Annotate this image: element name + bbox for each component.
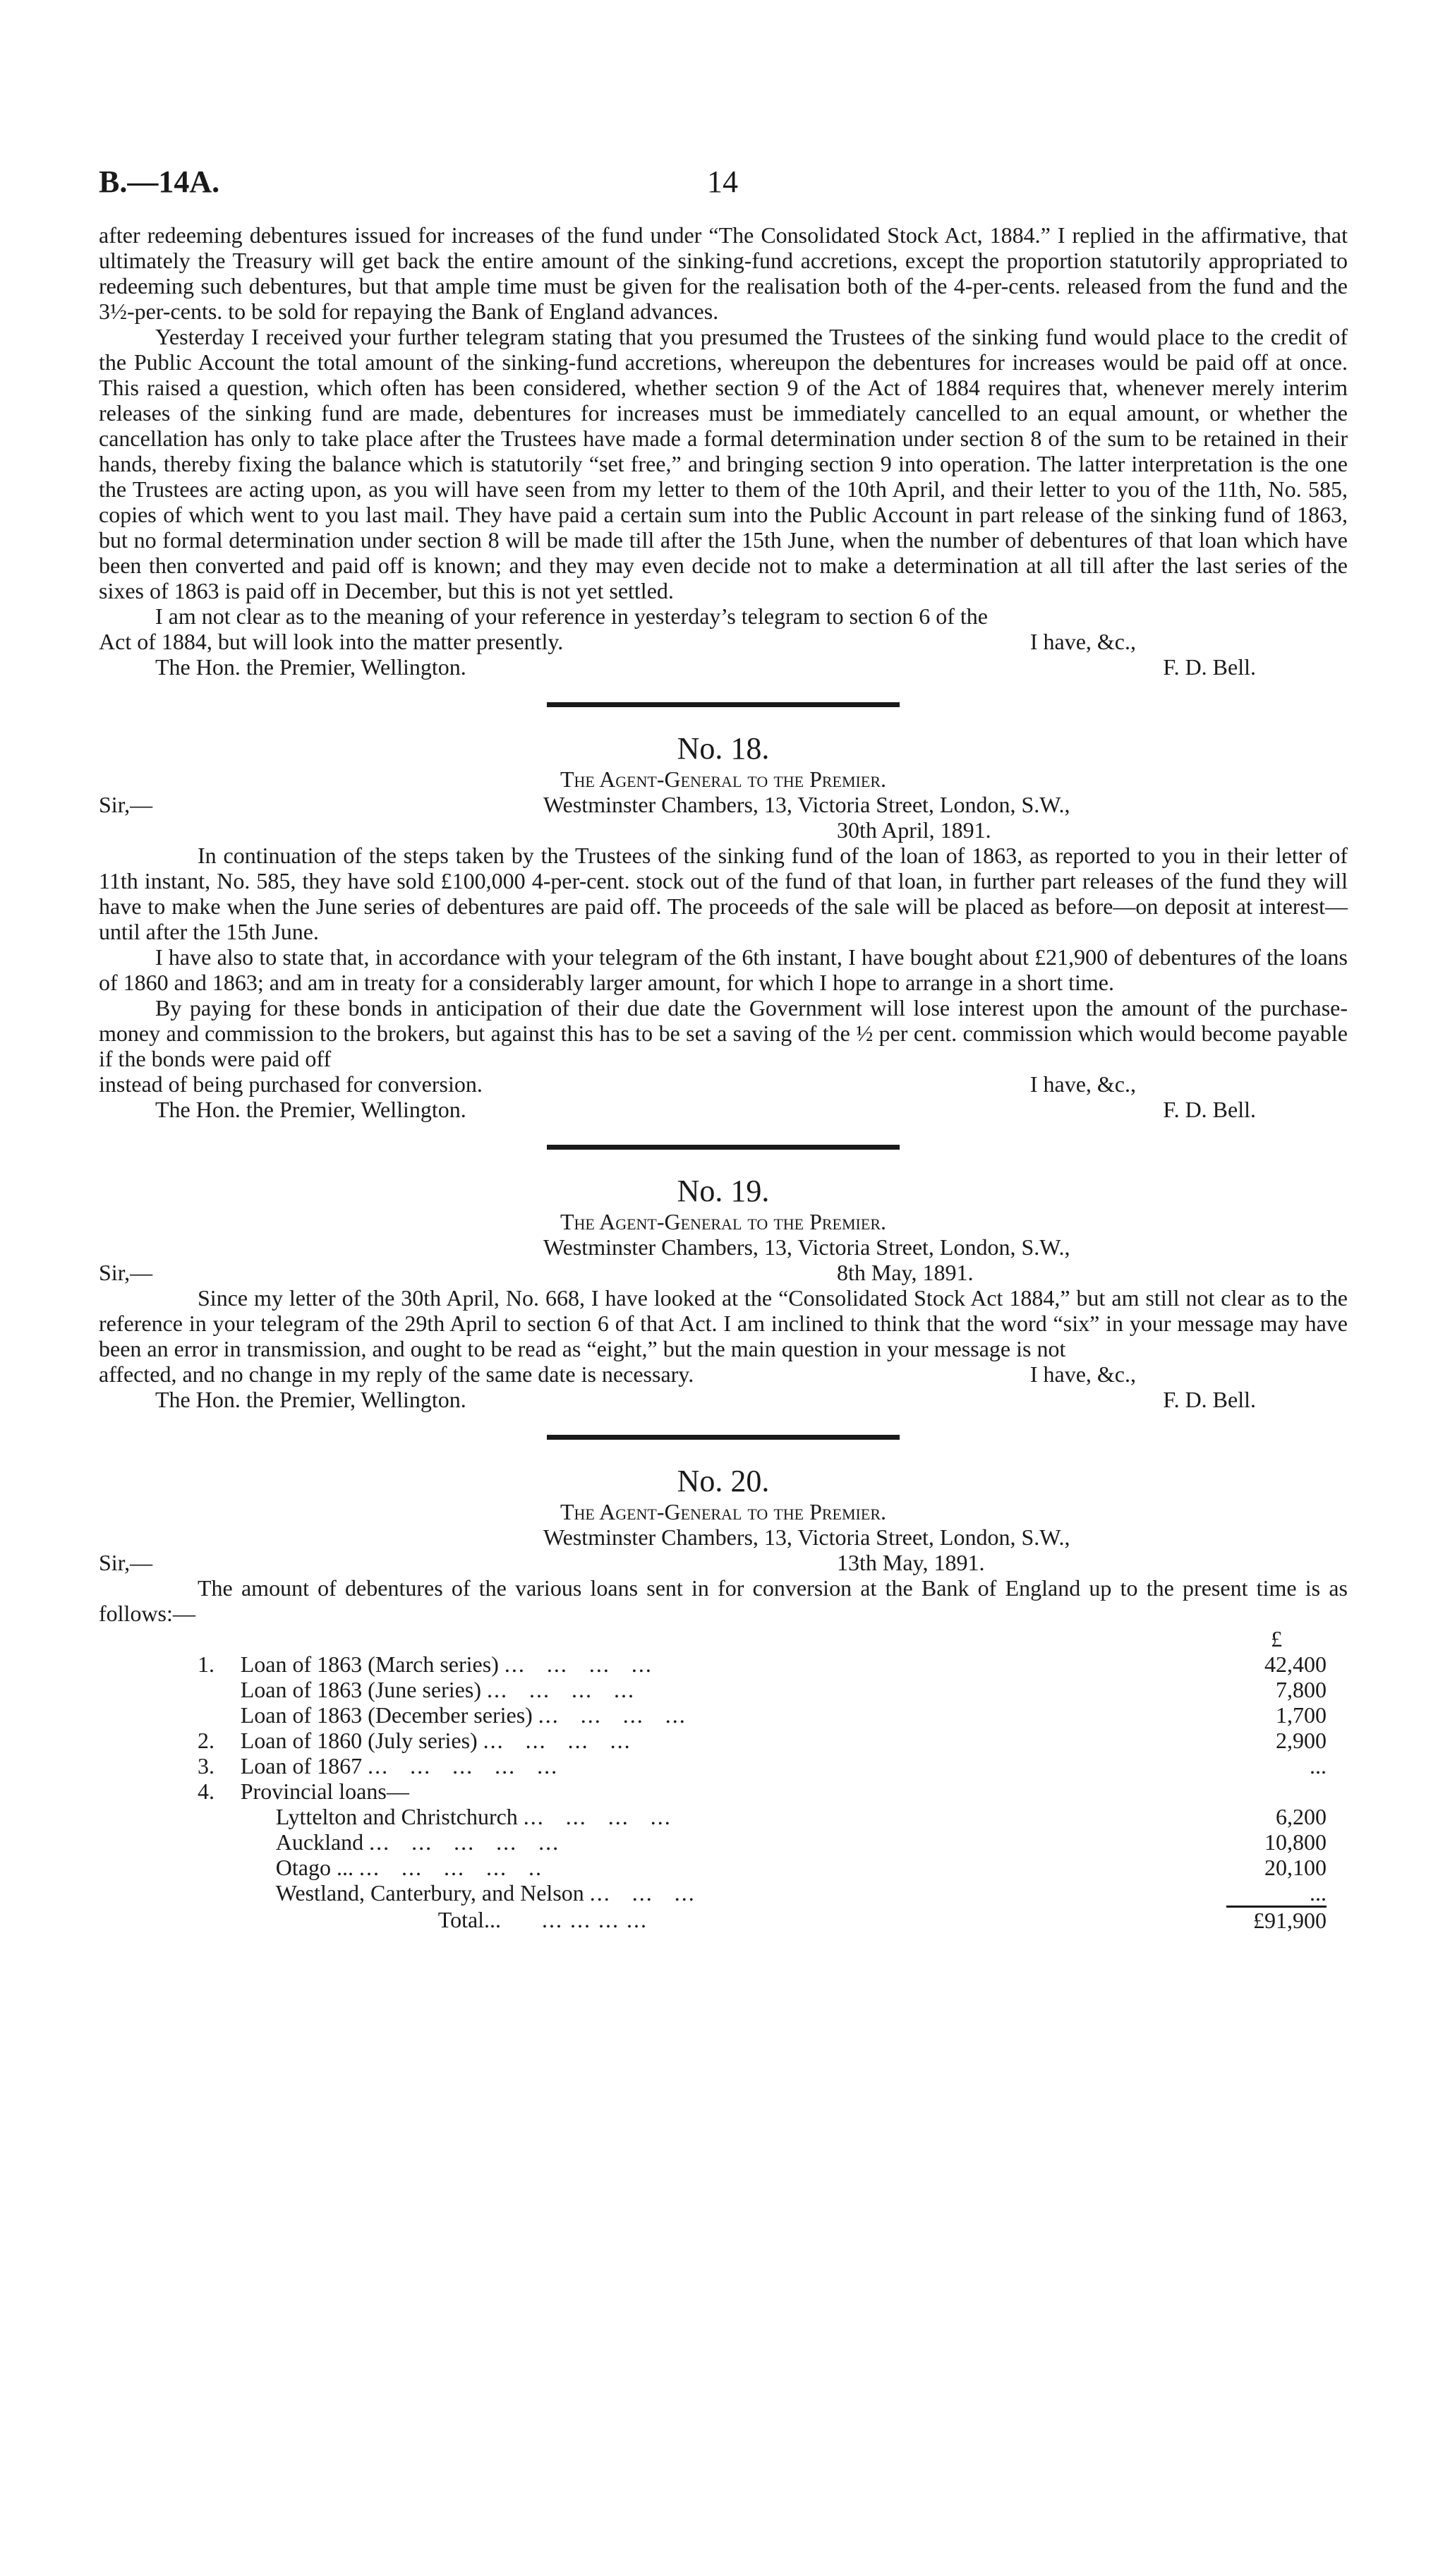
closing-phrase: I have, &c., xyxy=(1029,1071,1136,1097)
currency-symbol: £ xyxy=(1271,1626,1283,1651)
leader-dots: ... ... ... ... ... xyxy=(369,1829,560,1855)
currency-row xyxy=(198,1626,1327,1651)
page-number: 14 xyxy=(707,164,738,199)
loan-label: Loan of 1867 xyxy=(240,1753,363,1778)
loan-label: Loan of 1863 (June series) xyxy=(240,1677,481,1702)
signature-line xyxy=(99,1387,1348,1412)
date-line xyxy=(99,1550,1348,1575)
item-number xyxy=(198,1880,241,1907)
page-content xyxy=(99,222,1348,1933)
page-header xyxy=(99,164,1348,206)
loan-amount: 10,800 xyxy=(1264,1829,1327,1855)
loan-amount: 7,800 xyxy=(1276,1677,1327,1702)
leader-dots: ... ... ... ... .. xyxy=(358,1855,543,1880)
item-number: 2. xyxy=(198,1728,215,1753)
closing-phrase: I have, &c., xyxy=(1029,1361,1136,1387)
paragraph: Yesterday I received your further telegram stating that you presumed the Trustees of the sinking fund would place to the credit of the Public Account the total amount of the sinking-fund accretions, whereupon the debentures for increases would be paid off at once. This raised a question, which often has been considered, whether section 9 of the Act of 1884 requires that, whenever merely interim releases of the sinking fund are made, debentures for increases must be immediately cancelled to an equal amount, or whether the cancellation has only to take place after the Trustees have made a formal determination under section 8 of the sum to be retained in their hands, thereby fixing the balance which is statutorily “set free,” and bringing section 9 into operation. The latter interpretation is the one the Trustees are acting upon, as you will have seen from my letter to them of the 10th April, and their letter to you of the 11th, No. 585, copies of which went to you last mail. They have paid a certain sum into the Public Account in part release of the sinking fund of 1863, but no formal determination under section 8 will be made till after the 15th June, when the number of debentures of that loan which have been then converted and paid off is known; and they may even decide not to make a determination at all till after the last series of the sixes of 1863 is paid off in December, but this is not yet settled. xyxy=(99,324,1348,603)
loan-amount: 20,100 xyxy=(1264,1855,1327,1880)
addressee: The Hon. the Premier, Wellington. xyxy=(155,654,466,680)
item-number xyxy=(198,1855,241,1880)
table-row xyxy=(198,1829,1327,1855)
leader-dots: ... ... ... ... xyxy=(486,1677,635,1702)
item-number xyxy=(198,1677,241,1702)
loan-amount xyxy=(1226,1778,1327,1804)
sender-address: Westminster Chambers, 13, Victoria Street, London, S.W., xyxy=(543,1524,1070,1550)
loan-label: Loan of 1860 (July series) xyxy=(240,1728,478,1753)
loans-table xyxy=(198,1626,1327,1933)
loan-amount: 2,900 xyxy=(1276,1728,1327,1753)
loan-label: Westland, Canterbury, and Nelson xyxy=(275,1880,584,1906)
date-line xyxy=(99,1260,1348,1285)
item-number: 1. xyxy=(198,1651,215,1677)
closing-line xyxy=(99,629,1348,654)
leader-dots: ... ... ... ... xyxy=(538,1702,687,1728)
salutation: Sir,— xyxy=(99,792,153,817)
letter-18 xyxy=(99,731,1348,1122)
letter-17-continued xyxy=(99,222,1348,680)
leader-dots: ... ... ... ... xyxy=(523,1804,672,1829)
loan-amount: 42,400 xyxy=(1264,1651,1327,1677)
closing-line xyxy=(99,1361,1348,1387)
addressee: The Hon. the Premier, Wellington. xyxy=(155,1097,466,1122)
signature: F. D. Bell. xyxy=(1163,1387,1256,1412)
paragraph: By paying for these bonds in anticipation of their due date the Government will lose interest upon the amount of the purchase-money and commission to the brokers, but against this has to be set a saving of the ½ per cent. commission which would become payable if the bonds were paid off xyxy=(99,995,1348,1071)
addressee: The Hon. the Premier, Wellington. xyxy=(155,1387,466,1412)
table-row xyxy=(198,1728,1327,1753)
document-reference: B.—14A. xyxy=(99,164,220,199)
item-number: 3. xyxy=(198,1753,215,1778)
leader-dots: ... ... ... ... ... xyxy=(368,1753,559,1778)
table-row xyxy=(198,1651,1327,1677)
loan-label: Provincial loans— xyxy=(240,1778,409,1804)
signature: F. D. Bell. xyxy=(1163,1097,1256,1122)
paragraph: I have also to state that, in accordance with your telegram of the 6th instant, I have bought about £21,900 of debentures of the loans of 1860 and 1863; and am in treaty for a considerably larger amount, for which I hope to arrange in a short time. xyxy=(99,944,1348,995)
total-amount: £91,900 xyxy=(1226,1907,1327,1934)
leader-dots: ... ... ... xyxy=(589,1880,696,1906)
letter-number: No. 18. xyxy=(677,731,770,766)
section-divider xyxy=(547,1435,900,1440)
letter-number: No. 19. xyxy=(677,1174,770,1208)
table-row xyxy=(198,1880,1327,1907)
paragraph-end: instead of being purchased for conversion. xyxy=(99,1071,483,1097)
loan-amount: 1,700 xyxy=(1276,1702,1327,1728)
letter-from-to: The Agent-General to the Premier. xyxy=(560,1499,886,1524)
table-row xyxy=(198,1778,1327,1804)
letter-19 xyxy=(99,1174,1348,1412)
letter-date: 30th April, 1891. xyxy=(837,817,991,843)
salutation: Sir,— xyxy=(99,1260,153,1285)
signature-line xyxy=(99,1097,1348,1122)
item-number: 4. xyxy=(198,1778,215,1804)
paragraph: I am not clear as to the meaning of your reference in yesterday’s telegram to section 6 of the xyxy=(155,603,988,629)
table-row xyxy=(198,1702,1327,1728)
section-divider xyxy=(547,1145,900,1150)
letter-20 xyxy=(99,1464,1348,1933)
signature-line xyxy=(99,654,1348,680)
table-row xyxy=(198,1677,1327,1702)
loan-label: Lyttelton and Christchurch xyxy=(275,1804,518,1829)
section-divider xyxy=(547,702,900,707)
item-number xyxy=(198,1829,241,1855)
total-label: Total... xyxy=(437,1906,502,1932)
leader-dots: ... ... ... ... xyxy=(542,1906,648,1932)
address-line xyxy=(99,792,1348,817)
paragraph: after redeeming debentures issued for increases of the fund under “The Consolidated Stock Act, 1884.” I replied in the affirmative, that ultimately the Treasury will get back the entire amount of the sinking-fund accretions, except the proportion statutorily appropriated to redeeming such debentures, but that ample time must be given for the realisation both of the 4-per-cents. released from the fund and the 3½-per-cents. to be sold for repaying the Bank of England advances. xyxy=(99,222,1348,324)
loan-amount: ... xyxy=(1310,1880,1327,1906)
table-row xyxy=(198,1753,1327,1778)
loan-label: Loan of 1863 (March series) xyxy=(240,1651,499,1677)
loan-amount: ... xyxy=(1310,1753,1327,1778)
loan-label: Loan of 1863 (December series) xyxy=(240,1702,533,1728)
total-row xyxy=(198,1907,1327,1934)
letter-from-to: The Agent-General to the Premier. xyxy=(560,766,886,792)
salutation: Sir,— xyxy=(99,1550,153,1575)
closing-line xyxy=(99,1071,1348,1097)
item-number xyxy=(198,1804,241,1829)
signature: F. D. Bell. xyxy=(1163,654,1256,680)
loan-label: Auckland xyxy=(275,1829,364,1855)
paragraph: Since my letter of the 30th April, No. 668, I have looked at the “Consolidated Stock Act 1884,” but am still not clear as to the reference in your telegram of the 29th April to section 6 of that Act. I am inclined to think that the word “six” in your message may have been an error in transmission, and ought to be read as “eight,” but the main question in your message is not xyxy=(99,1285,1348,1361)
item-number xyxy=(198,1702,241,1728)
sender-address: Westminster Chambers, 13, Victoria Street, London, S.W., xyxy=(543,792,1070,817)
table-row xyxy=(198,1855,1327,1880)
leader-dots: ... ... ... ... xyxy=(504,1651,653,1677)
sender-address: Westminster Chambers, 13, Victoria Street, London, S.W., xyxy=(543,1234,1070,1260)
letter-number: No. 20. xyxy=(677,1464,770,1498)
paragraph: The amount of debentures of the various loans sent in for conversion at the Bank of England up to the present time is as follows:— xyxy=(99,1575,1348,1626)
closing-phrase: I have, &c., xyxy=(1029,629,1136,654)
loan-amount: 6,200 xyxy=(1276,1804,1327,1829)
loan-label: Otago ... xyxy=(275,1855,354,1880)
paragraph-end: Act of 1884, but will look into the matter presently. xyxy=(99,629,564,654)
paragraph: In continuation of the steps taken by the Trustees of the sinking fund of the loan of 1863, as reported to you in their letter of 11th instant, No. 585, they have sold £100,000 4-per-cent. stock out of the fund of that loan, in further part releases of the fund they will have to make when the June series of debentures are paid off. The proceeds of the sale will be placed as before—on deposit at interest—until after the 15th June. xyxy=(99,843,1348,944)
letter-from-to: The Agent-General to the Premier. xyxy=(560,1209,886,1234)
table-row xyxy=(198,1804,1327,1829)
leader-dots: ... ... ... ... xyxy=(483,1728,632,1753)
paragraph-end: affected, and no change in my reply of the same date is necessary. xyxy=(99,1361,694,1387)
letter-date: 13th May, 1891. xyxy=(837,1550,985,1575)
letter-date: 8th May, 1891. xyxy=(837,1260,974,1285)
